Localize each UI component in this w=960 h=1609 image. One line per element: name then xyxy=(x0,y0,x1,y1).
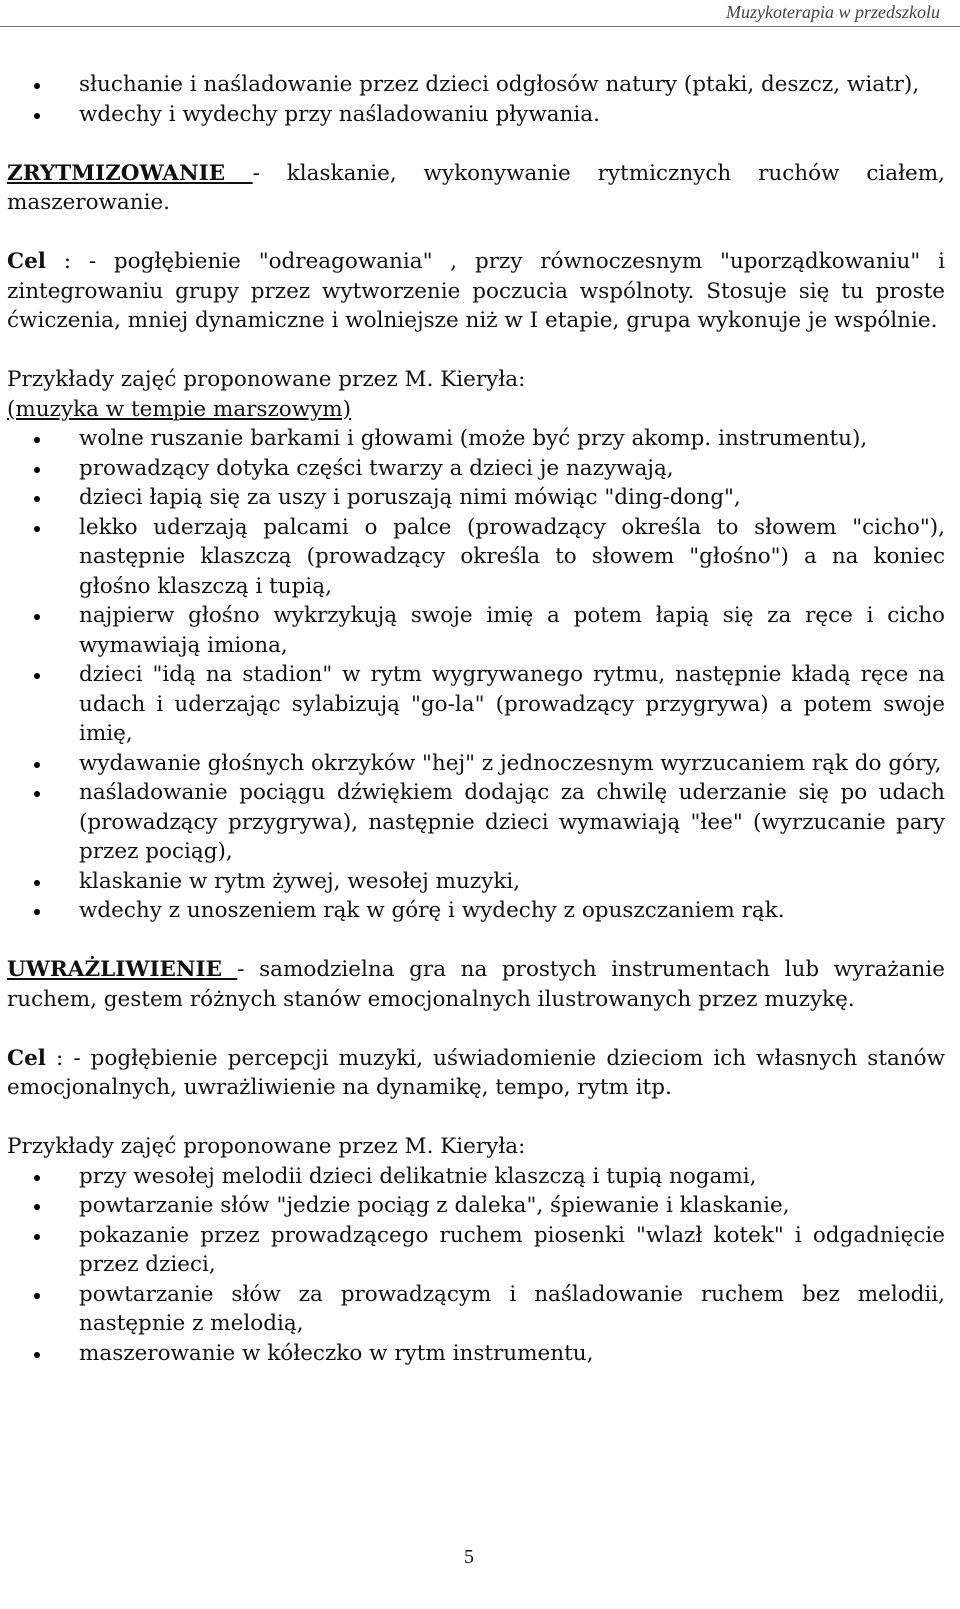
section-description: - klaskanie, wykonywanie rytmicznych ruchów ciałem, maszerowanie. xyxy=(7,160,946,215)
section-intro-zrytmizowanie xyxy=(7,159,945,218)
page-header xyxy=(0,0,960,27)
list-item: najpierw głośno wykrzykują swoje imię a potem łapią się za ręce i cicho wymawiają imiona, xyxy=(7,601,945,660)
examples-label: Przykłady zajęć proponowane przez M. Kieryła: xyxy=(7,1134,526,1159)
section-heading: UWRAŻLIWIENIE xyxy=(7,957,238,982)
section-description: - samodzielna gra na prostych instrumentach lub wyrażanie ruchem, gestem różnych stanów emocjonalnych ilustrowanych przez muzykę. xyxy=(7,957,945,1012)
bullet-list-section1 xyxy=(7,424,945,926)
goal-text: : - pogłębienie "odreagowania" , przy równoczesnym "uporządkowaniu" i zintegrowaniu grupy przez wytworzenie poczucia wspólnoty. Stosuje się tu proste ćwiczenia, mniej dynamiczne i wolniejsze niż w I etapie, grupa wykonuje je wspólnie. xyxy=(7,249,945,333)
list-item: pokazanie przez prowadzącego ruchem piosenki "wlazł kotek" i odgadnięcie przez dzieci, xyxy=(7,1221,945,1280)
list-item: prowadzący dotyka części twarzy a dzieci je nazywają, xyxy=(7,454,945,484)
section-goal xyxy=(7,247,945,336)
list-item: przy wesołej melodii dzieci delikatnie klaszczą i tupią nogami, xyxy=(7,1162,945,1192)
list-item: wdechy i wydechy przy naśladowaniu pływania. xyxy=(7,100,945,130)
list-item: naśladowanie pociągu dźwiękiem dodając za chwilę uderzanie się po udach (prowadzący przygrywa), następnie dzieci wymawiają "łee" (wyrzucanie pary przez pociąg), xyxy=(7,778,945,867)
list-item: powtarzanie słów "jedzie pociąg z daleka", śpiewanie i klaskanie, xyxy=(7,1191,945,1221)
document-body xyxy=(7,70,945,1368)
goal-label: Cel xyxy=(7,1045,46,1071)
bullet-list-section2 xyxy=(7,1162,945,1369)
list-item: lekko uderzają palcami o palce (prowadzący określa to słowem "cicho"), następnie klaszczą (prowadzący określa to słowem "głośno") a na koniec głośno klaszczą i tupią, xyxy=(7,513,945,602)
examples-label: Przykłady zajęć proponowane przez M. Kieryła: xyxy=(7,367,526,392)
list-item: klaskanie w rytm żywej, wesołej muzyki, xyxy=(7,867,945,897)
section-intro-uwrazliwienie xyxy=(7,955,945,1014)
section-heading: ZRYTMIZOWANIE xyxy=(7,160,253,186)
list-item: wydawanie głośnych okrzyków "hej" z jednoczesnym wyrzucaniem rąk do góry, xyxy=(7,749,945,779)
goal-text: : - pogłębienie percepcji muzyki, uświadomienie dzieciom ich własnych stanów emocjonalnych, uwrażliwienie na dynamikę, tempo, rytm itp. xyxy=(7,1045,945,1100)
examples-subtitle: (muzyka w tempie marszowym) xyxy=(7,396,352,422)
list-item: powtarzanie słów za prowadzącym i naśladowanie ruchem bez melodii, następnie z melodią, xyxy=(7,1280,945,1339)
bullet-list-top xyxy=(7,70,945,129)
list-item: maszerowanie w kółeczko w rytm instrumentu, xyxy=(7,1339,945,1369)
goal-label: Cel xyxy=(7,249,46,274)
list-item: dzieci "idą na stadion" w rytm wygrywanego rytmu, następnie kładą ręce na udach i uderzając sylabizują "go-la" (prowadzący przygrywa) a potem swoje imię, xyxy=(7,660,945,749)
list-item: wdechy z unoszeniem rąk w górę i wydechy z opuszczaniem rąk. xyxy=(7,896,945,926)
header-title: Muzykoterapia w przedszkolu xyxy=(726,2,940,22)
section-goal xyxy=(7,1044,945,1103)
list-item: dzieci łapią się za uszy i poruszają nimi mówiąc "ding-dong", xyxy=(7,483,945,513)
page-number: 5 xyxy=(464,1546,474,1568)
list-item: wolne ruszanie barkami i głowami (może być przy akomp. instrumentu), xyxy=(7,424,945,454)
list-item: słuchanie i naśladowanie przez dzieci odgłosów natury (ptaki, deszcz, wiatr), xyxy=(7,70,945,100)
